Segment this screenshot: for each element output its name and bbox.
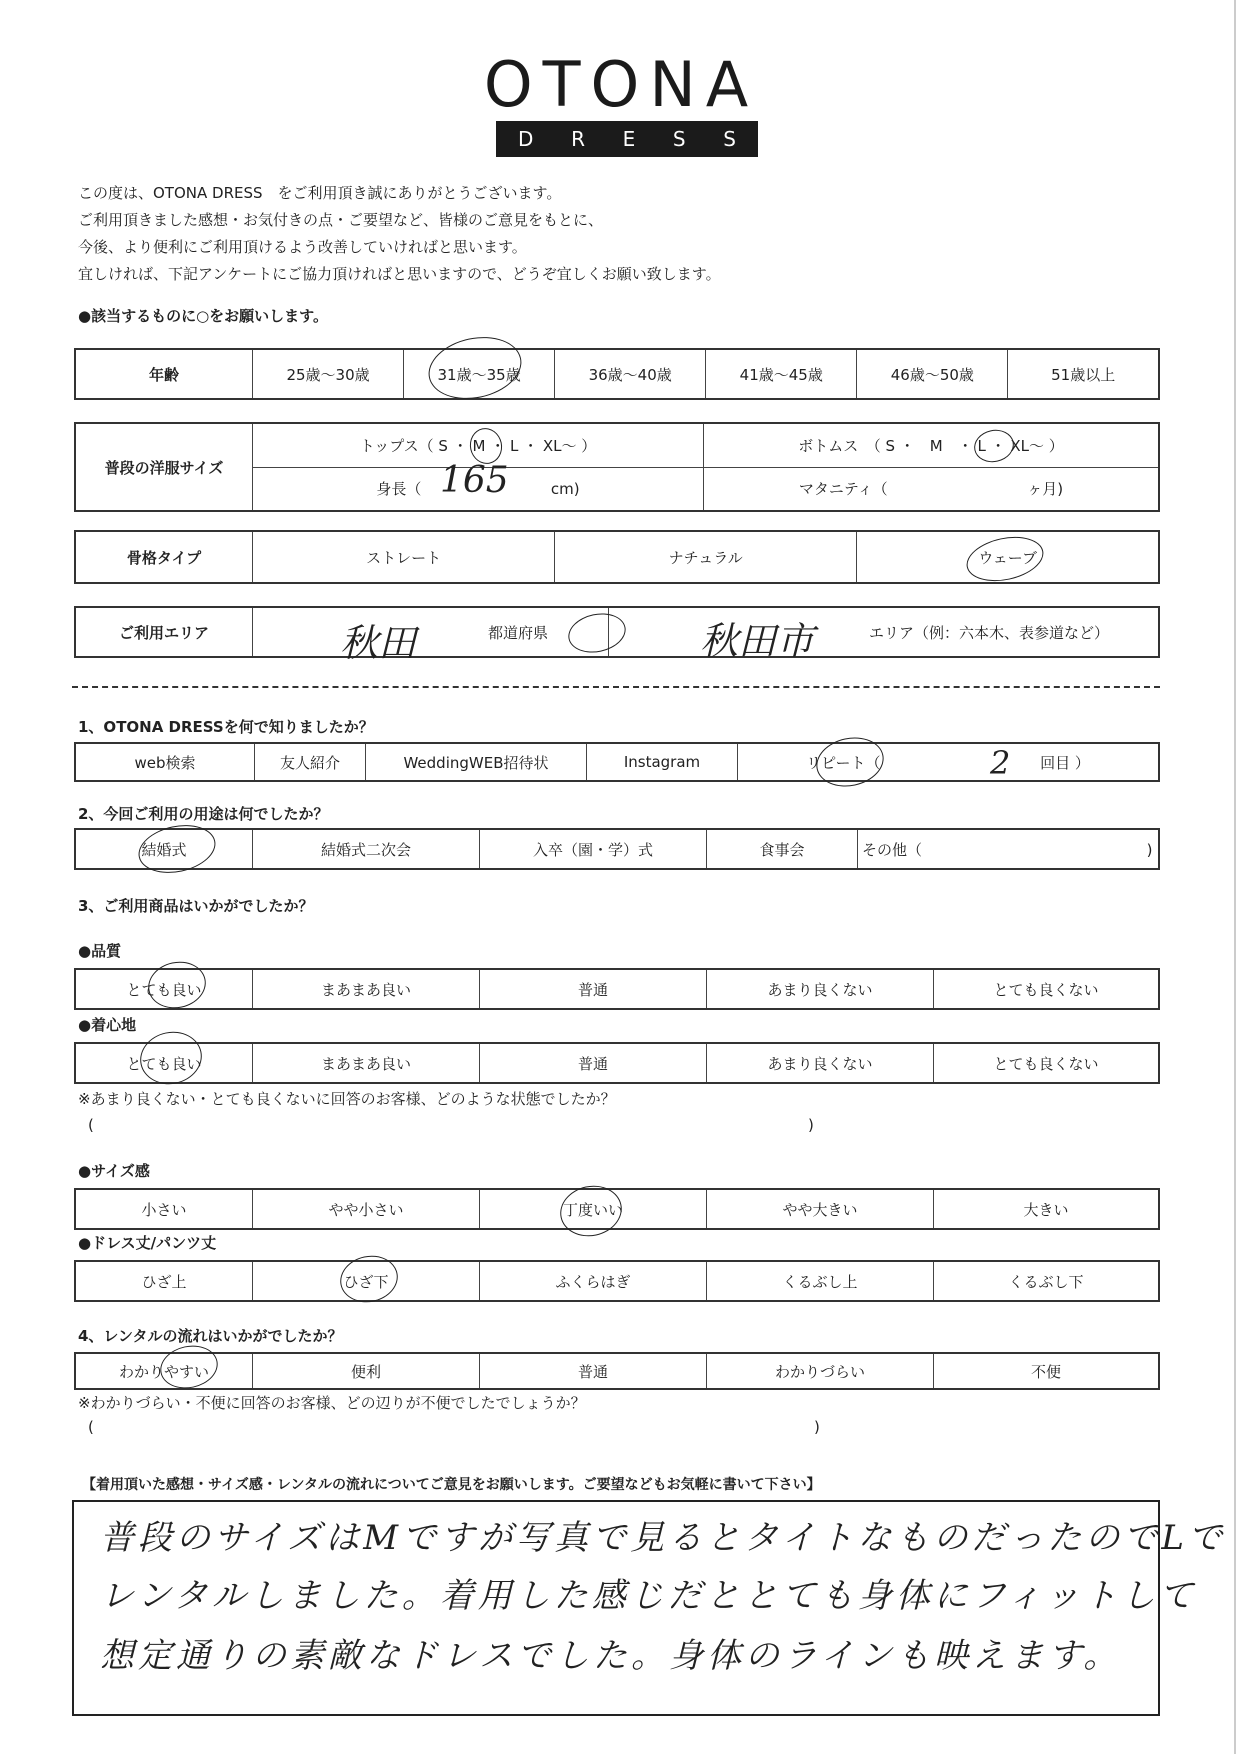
other-close: ): [1146, 840, 1153, 859]
size-label: 普段の洋服サイズ: [75, 423, 253, 511]
quality-option[interactable]: とても良くない: [934, 969, 1160, 1009]
age-table: [74, 348, 1160, 400]
selection-circle: [812, 731, 888, 792]
tops-size[interactable]: トップス（ S ・ M ・ L ・ XL～ ）: [253, 423, 704, 467]
quality-label: ●品質: [78, 942, 122, 960]
q3-title: 3、ご利用商品はいかがでしたか？: [78, 897, 314, 915]
height-unit: cm): [550, 480, 580, 499]
age-option[interactable]: 31歳～35歳: [404, 349, 555, 399]
fit-option[interactable]: やや小さい: [253, 1189, 480, 1229]
frame-option[interactable]: ストレート: [253, 531, 555, 583]
comment-line: レンタルしました。着用した感じだととても身体にフィットして: [100, 1576, 1198, 1616]
maternity-label: マタニティ（: [798, 480, 888, 499]
length-option[interactable]: ひざ下: [253, 1261, 480, 1301]
length-option[interactable]: くるぶし上: [707, 1261, 934, 1301]
q1-option[interactable]: web検索: [75, 743, 255, 781]
length-option[interactable]: ひざ上: [75, 1261, 253, 1301]
repeat-handwritten: 2: [990, 744, 1011, 782]
q4-option[interactable]: 便利: [253, 1353, 480, 1389]
q2-title: 2、今回ご利用の用途は何でしたか？: [78, 805, 329, 823]
repeat-unit: 回目 ）: [1040, 753, 1090, 772]
fit-option[interactable]: やや大きい: [707, 1189, 934, 1229]
frame-option[interactable]: ウェーブ: [857, 531, 1159, 583]
height-handwritten: 165: [440, 460, 509, 501]
length-table: [74, 1260, 1160, 1302]
age-option[interactable]: 36歳～40歳: [555, 349, 706, 399]
q4-table: [74, 1352, 1160, 1390]
q4-option[interactable]: わかりづらい: [707, 1353, 934, 1389]
q4-option[interactable]: わかりやすい: [75, 1353, 253, 1389]
repeat-label: リピート（: [806, 753, 881, 772]
q4-title: 4、レンタルの流れはいかがでしたか？: [78, 1327, 343, 1345]
length-label: ●ドレス丈/パンツ丈: [78, 1234, 217, 1252]
quality-option[interactable]: 普通: [480, 969, 707, 1009]
q3-note-paren-close: ): [808, 1116, 814, 1134]
age-option[interactable]: 46歳～50歳: [857, 349, 1008, 399]
comment-line: 普段のサイズはMですが写真で見るとタイトなものだったのでLで: [100, 1518, 1226, 1558]
pref-handwritten: 秋田: [340, 621, 417, 665]
quality-option[interactable]: あまり良くない: [707, 969, 934, 1009]
scan-edge-line: [1234, 0, 1236, 1754]
age-label: 年齢: [75, 349, 253, 399]
divider: [72, 686, 1160, 688]
q2-table: [74, 828, 1160, 870]
area-label: ご利用エリア: [75, 607, 253, 657]
age-option[interactable]: 41歳～45歳: [706, 349, 857, 399]
length-option[interactable]: くるぶし下: [934, 1261, 1160, 1301]
intro-line: 今後、より便利にご利用頂けるよう改善していければと思います。: [78, 238, 527, 256]
q3-note-paren-open: (: [88, 1116, 94, 1134]
age-option[interactable]: 51歳以上: [1008, 349, 1159, 399]
q2-other-cell[interactable]: [858, 829, 1160, 869]
q1-title: 1、OTONA DRESSを何で知りましたか？: [78, 718, 374, 736]
fit-option[interactable]: 大きい: [934, 1189, 1160, 1229]
maternity-cell: [704, 467, 1160, 511]
fit-label: ●サイズ感: [78, 1162, 150, 1180]
comment-title: 【着用頂いた感想・サイズ感・レンタルの流れについてご意見をお願いします。ご要望などもお気軽に書いて下さい】: [82, 1477, 821, 1493]
intro-line: ご利用頂きました感想・お気付きの点・ご要望など、皆様のご意見をもとに、: [78, 211, 604, 229]
age-option[interactable]: 25歳～30歳: [253, 349, 404, 399]
frame-option[interactable]: ナチュラル: [555, 531, 857, 583]
logo-letter: E: [622, 127, 636, 151]
q3-note: ※あまり良くない・とても良くないに回答のお客様、どのような状態でしたか？: [78, 1090, 616, 1108]
instruction: ●該当するものに○をお願いします。: [78, 307, 328, 325]
q2-option[interactable]: 食事会: [707, 829, 858, 869]
intro-text: [78, 180, 721, 288]
q4-note: ※わかりづらい・不便に回答のお客様、どの辺りが不便でしたでしょうか？: [78, 1394, 586, 1412]
height-label: 身長（: [376, 480, 422, 499]
comfort-option[interactable]: 普通: [480, 1043, 707, 1083]
q1-option[interactable]: Instagram: [587, 743, 738, 781]
q1-option[interactable]: WeddingWEB招待状: [366, 743, 587, 781]
q4-note-paren-close: ): [814, 1418, 820, 1436]
q2-option[interactable]: 入卒（園・学）式: [480, 829, 707, 869]
fit-option[interactable]: 小さい: [75, 1189, 253, 1229]
q4-option[interactable]: 普通: [480, 1353, 707, 1389]
bottoms-size[interactable]: ボトムス （ S ・ M ・ L ・ XL～ ）: [704, 423, 1160, 467]
logo-title: OTONA: [483, 48, 759, 121]
quality-option[interactable]: とても良い: [75, 969, 253, 1009]
pref-label: 都道府県: [488, 607, 609, 657]
q1-option[interactable]: 友人紹介: [255, 743, 366, 781]
logo-dress-bar: [496, 121, 758, 157]
length-option[interactable]: ふくらはぎ: [480, 1261, 707, 1301]
quality-table: [74, 968, 1160, 1010]
quality-option[interactable]: まあまあ良い: [253, 969, 480, 1009]
comfort-label: ●着心地: [78, 1016, 137, 1034]
area-example-label: エリア（例：六本木、表参道など）: [869, 607, 1159, 657]
comment-line: 想定通りの素敵なドレスでした。身体のラインも映えます。: [100, 1636, 1122, 1676]
frame-label: 骨格タイプ: [75, 531, 253, 583]
maternity-unit: ヶ月): [1027, 480, 1064, 499]
comfort-option[interactable]: とても良くない: [934, 1043, 1160, 1083]
q4-note-paren-open: (: [88, 1418, 94, 1436]
intro-line: この度は、OTONA DRESS をご利用頂き誠にありがとうございます。: [78, 184, 562, 202]
q4-option[interactable]: 不便: [934, 1353, 1160, 1389]
comfort-option[interactable]: とても良い: [75, 1043, 253, 1083]
q2-option[interactable]: 結婚式: [75, 829, 253, 869]
q1-repeat-cell[interactable]: [738, 743, 1160, 781]
comfort-option[interactable]: あまり良くない: [707, 1043, 934, 1083]
logo-letter: S: [723, 127, 736, 151]
fit-option[interactable]: 丁度いい: [480, 1189, 707, 1229]
q2-option[interactable]: 結婚式二次会: [253, 829, 480, 869]
comfort-option[interactable]: まあまあ良い: [253, 1043, 480, 1083]
other-label: その他（: [862, 840, 923, 859]
logo-letter: R: [571, 127, 585, 151]
logo-letter: S: [672, 127, 686, 151]
logo-letter: D: [518, 127, 534, 151]
city-handwritten: 秋田市: [700, 619, 815, 663]
intro-line: 宜しければ、下記アンケートにご協力頂ければと思いますので、どうぞ宜しくお願い致します。: [78, 265, 721, 283]
comfort-table: [74, 1042, 1160, 1084]
